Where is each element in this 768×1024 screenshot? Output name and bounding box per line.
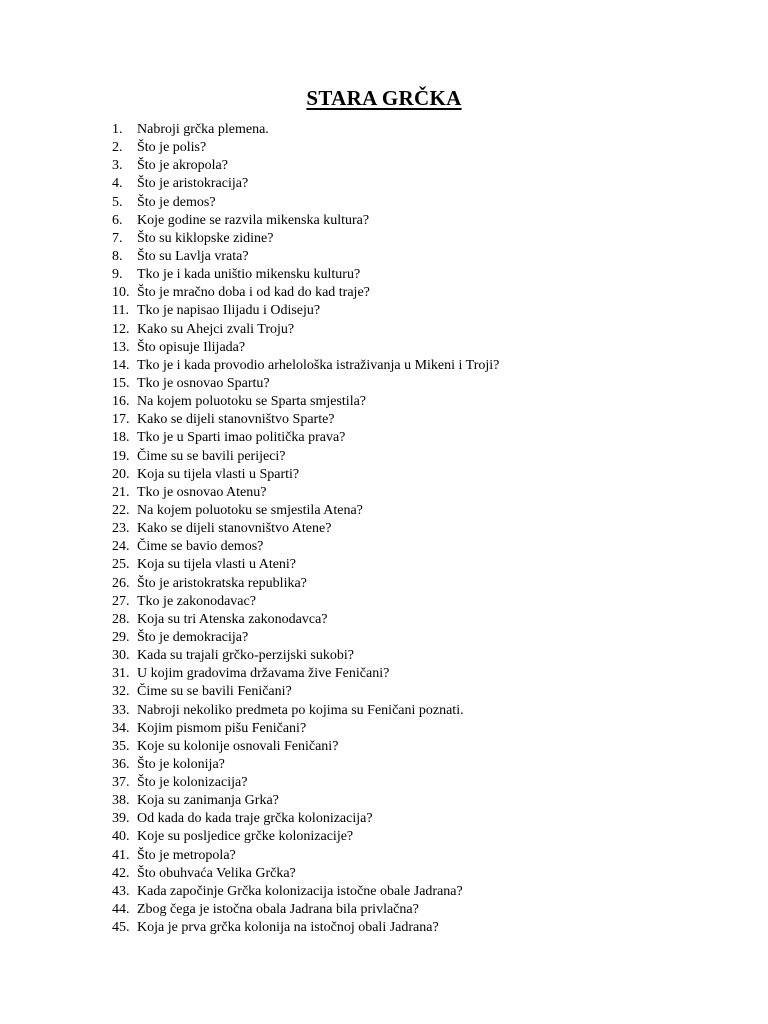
question-item: [112, 702, 712, 720]
question-number: 20.: [112, 466, 130, 482]
question-number: 5.: [112, 194, 123, 210]
question-text: Što je polis?: [137, 140, 207, 156]
question-number: 43.: [112, 883, 130, 899]
question-item: [112, 484, 712, 502]
question-item: [112, 339, 712, 357]
question-item: [112, 611, 712, 629]
question-number: 19.: [112, 448, 130, 464]
question-text: Tko je osnovao Atenu?: [137, 484, 267, 500]
question-text: Kojim pismom pišu Feničani?: [137, 720, 307, 736]
question-text: Čime se bavio demos?: [137, 539, 264, 555]
question-text: Čime su se bavili Feničani?: [137, 684, 292, 700]
question-number: 17.: [112, 412, 130, 428]
question-text: Nabroji grčka plemena.: [137, 122, 269, 137]
question-item: [112, 883, 712, 901]
question-text: Koja su tijela vlasti u Sparti?: [137, 466, 300, 482]
question-number: 24.: [112, 539, 130, 555]
question-text: Zbog čega je istočna obala Jadrana bila privlačna?: [137, 902, 419, 918]
question-number: 36.: [112, 756, 130, 772]
question-item: [112, 774, 712, 792]
question-number: 23.: [112, 521, 130, 537]
question-text: Tko je zakonodavac?: [137, 593, 256, 609]
question-item: [112, 810, 712, 828]
question-number: 26.: [112, 575, 130, 591]
question-number: 37.: [112, 775, 130, 791]
question-number: 27.: [112, 593, 130, 609]
question-item: [112, 357, 712, 375]
question-number: 9.: [112, 267, 123, 283]
question-number: 13.: [112, 339, 130, 355]
question-item: [112, 665, 712, 683]
question-number: 32.: [112, 684, 130, 700]
question-item: [112, 520, 712, 538]
question-number: 25.: [112, 557, 130, 573]
question-item: [112, 157, 712, 175]
question-text: Koja su tijela vlasti u Ateni?: [137, 557, 297, 573]
question-item: [112, 393, 712, 411]
question-text: Što je aristokratska republika?: [137, 575, 307, 591]
question-list: [112, 121, 712, 937]
question-item: [112, 230, 712, 248]
question-number: 6.: [112, 212, 123, 228]
question-item: [112, 720, 712, 738]
question-item: [112, 194, 712, 212]
question-item: [112, 556, 712, 574]
question-number: 40.: [112, 829, 130, 845]
question-text: Što je mračno doba i od kad do kad traje?: [137, 285, 370, 301]
question-item: [112, 792, 712, 810]
question-text: Koje su kolonije osnovali Feničani?: [137, 738, 339, 754]
question-text: Kada započinje Grčka kolonizacija istočne obale Jadrana?: [137, 883, 463, 899]
question-text: Što je akropola?: [137, 158, 228, 174]
question-number: 14.: [112, 357, 130, 373]
question-item: [112, 828, 712, 846]
question-text: Što obuhvaća Velika Grčka?: [137, 865, 296, 881]
question-number: 39.: [112, 811, 130, 827]
question-text: Čime su se bavili perijeci?: [137, 448, 286, 464]
question-text: Što su kiklopske zidine?: [137, 230, 274, 246]
question-text: Na kojem poluotoku se Sparta smjestila?: [137, 394, 367, 410]
question-number: 38.: [112, 793, 130, 809]
question-item: [112, 502, 712, 520]
question-text: Što je metropola?: [137, 847, 236, 863]
question-text: Što je demos?: [137, 194, 216, 210]
question-text: Koja su tri Atenska zakonodavca?: [137, 611, 328, 627]
question-number: 8.: [112, 248, 123, 264]
question-text: Što je kolonizacija?: [137, 775, 248, 791]
question-item: [112, 629, 712, 647]
question-text: Tko je napisao Ilijadu i Odiseju?: [137, 303, 321, 319]
question-number: 10.: [112, 285, 130, 301]
question-item: [112, 593, 712, 611]
question-text: Od kada do kada traje grčka kolonizacija?: [137, 811, 373, 827]
question-item: [112, 466, 712, 484]
question-text: Što je aristokracija?: [137, 176, 249, 192]
question-number: 12.: [112, 321, 130, 337]
question-text: Kako se dijeli stanovništvo Atene?: [137, 521, 332, 537]
question-number: 18.: [112, 430, 130, 446]
question-item: [112, 756, 712, 774]
question-item: [112, 212, 712, 230]
question-item: [112, 847, 712, 865]
question-number: 41.: [112, 847, 130, 863]
question-number: 4.: [112, 176, 123, 192]
question-number: 35.: [112, 738, 130, 754]
question-item: [112, 919, 712, 937]
question-number: 44.: [112, 902, 130, 918]
question-text: Na kojem poluotoku se smjestila Atena?: [137, 502, 363, 518]
question-item: [112, 538, 712, 556]
question-text: Kada su trajali grčko-perzijski sukobi?: [137, 648, 354, 664]
question-item: [112, 266, 712, 284]
question-item: [112, 647, 712, 665]
question-number: 31.: [112, 666, 130, 682]
question-item: [112, 284, 712, 302]
question-number: 16.: [112, 394, 130, 410]
question-number: 11.: [112, 303, 129, 319]
question-item: [112, 901, 712, 919]
question-number: 29.: [112, 629, 130, 645]
question-text: Koje godine se razvila mikenska kultura?: [137, 212, 370, 228]
question-text: Tko je i kada uništio mikensku kulturu?: [137, 267, 361, 283]
question-item: [112, 321, 712, 339]
question-text: Koja je prva grčka kolonija na istočnoj obali Jadrana?: [137, 920, 439, 936]
question-number: 45.: [112, 920, 130, 936]
question-text: Kako se dijeli stanovništvo Sparte?: [137, 412, 335, 428]
question-text: Nabroji nekoliko predmeta po kojima su Feničani poznati.: [137, 702, 464, 718]
question-number: 34.: [112, 720, 130, 736]
document-title: [0, 84, 768, 112]
question-item: [112, 248, 712, 266]
question-text: U kojim gradovima državama žive Feničani?: [137, 666, 390, 682]
question-number: 21.: [112, 484, 130, 500]
question-text: Tko je u Sparti imao politička prava?: [137, 430, 346, 446]
question-number: 28.: [112, 611, 130, 627]
question-text: Što su Lavlja vrata?: [137, 248, 249, 264]
question-item: [112, 575, 712, 593]
question-item: [112, 683, 712, 701]
question-number: 15.: [112, 375, 130, 391]
question-item: [112, 411, 712, 429]
question-item: [112, 429, 712, 447]
question-text: Što opisuje Ilijada?: [137, 339, 246, 355]
question-number: 22.: [112, 502, 130, 518]
question-text: Što je demokracija?: [137, 629, 249, 645]
question-number: 30.: [112, 648, 130, 664]
question-number: 7.: [112, 230, 123, 246]
question-item: [112, 175, 712, 193]
question-item: [112, 139, 712, 157]
question-item: [112, 121, 712, 139]
question-number: 1.: [112, 122, 123, 137]
question-item: [112, 865, 712, 883]
question-text: Koje su posljedice grčke kolonizacije?: [137, 829, 354, 845]
question-item: [112, 302, 712, 320]
question-text: Kako su Ahejci zvali Troju?: [137, 321, 295, 337]
question-text: Tko je i kada provodio arhelološka istraživanja u Mikeni i Troji?: [137, 357, 500, 373]
question-number: 2.: [112, 140, 123, 156]
question-number: 33.: [112, 702, 130, 718]
question-text: Što je kolonija?: [137, 756, 225, 772]
question-item: [112, 738, 712, 756]
question-text: Koja su zanimanja Grka?: [137, 793, 279, 809]
question-text: Tko je osnovao Spartu?: [137, 375, 270, 391]
question-item: [112, 375, 712, 393]
question-number: 42.: [112, 865, 130, 881]
title-text: STARA GRČKA: [306, 86, 462, 110]
question-item: [112, 448, 712, 466]
question-number: 3.: [112, 158, 123, 174]
